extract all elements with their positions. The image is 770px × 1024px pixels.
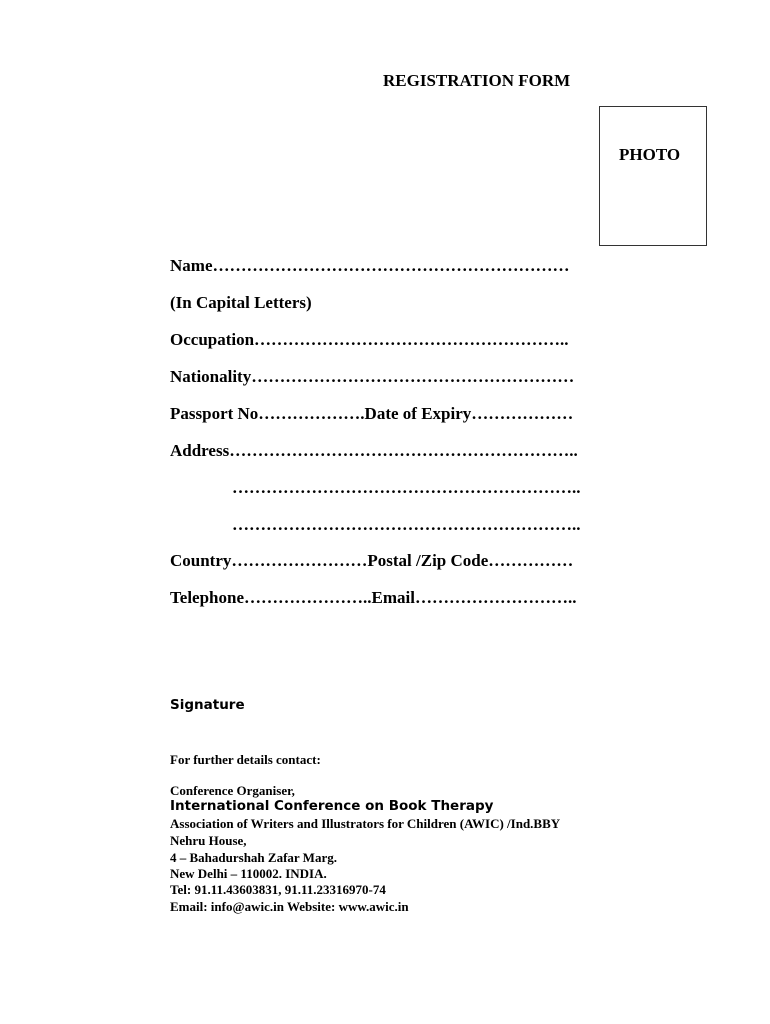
photo-box (599, 106, 707, 246)
address-field-line-3[interactable]: …………………………………………………….. (232, 515, 581, 534)
contact-city: New Delhi – 110002. INDIA. (170, 866, 327, 881)
contact-organiser: Conference Organiser, (170, 783, 295, 798)
contact-email-website: Email: info@awic.in Website: www.awic.in (170, 899, 409, 914)
address-field-line-1[interactable]: Address…………………………………………………….. (170, 441, 578, 460)
name-field[interactable]: Name……………………………………………………… (170, 256, 570, 275)
passport-expiry-field[interactable]: Passport No……………….Date of Expiry……………… (170, 404, 574, 423)
capital-letters-note: (In Capital Letters) (170, 293, 312, 312)
conference-name: International Conference on Book Therapy (170, 798, 494, 814)
address-field-line-2[interactable]: …………………………………………………….. (232, 478, 581, 497)
occupation-field[interactable]: Occupation……………………………………………….. (170, 330, 569, 349)
contact-street: 4 – Bahadurshah Zafar Marg. (170, 850, 337, 865)
contact-telephone: Tel: 91.11.43603831, 91.11.23316970-74 (170, 882, 386, 897)
nationality-field[interactable]: Nationality………………………………………………… (170, 367, 575, 386)
form-title: REGISTRATION FORM (383, 71, 571, 90)
contact-association: Association of Writers and Illustrators for Children (AWIC) /Ind.BBY (170, 816, 561, 831)
contact-heading: For further details contact: (170, 752, 321, 767)
signature-label: Signature (170, 697, 245, 713)
contact-house: Nehru House, (170, 833, 247, 848)
telephone-email-field[interactable]: Telephone…………………..Email……………………….. (170, 588, 577, 607)
country-postal-field[interactable]: Country……………………Postal /Zip Code…………… (170, 551, 574, 570)
photo-label: PHOTO (619, 145, 681, 164)
